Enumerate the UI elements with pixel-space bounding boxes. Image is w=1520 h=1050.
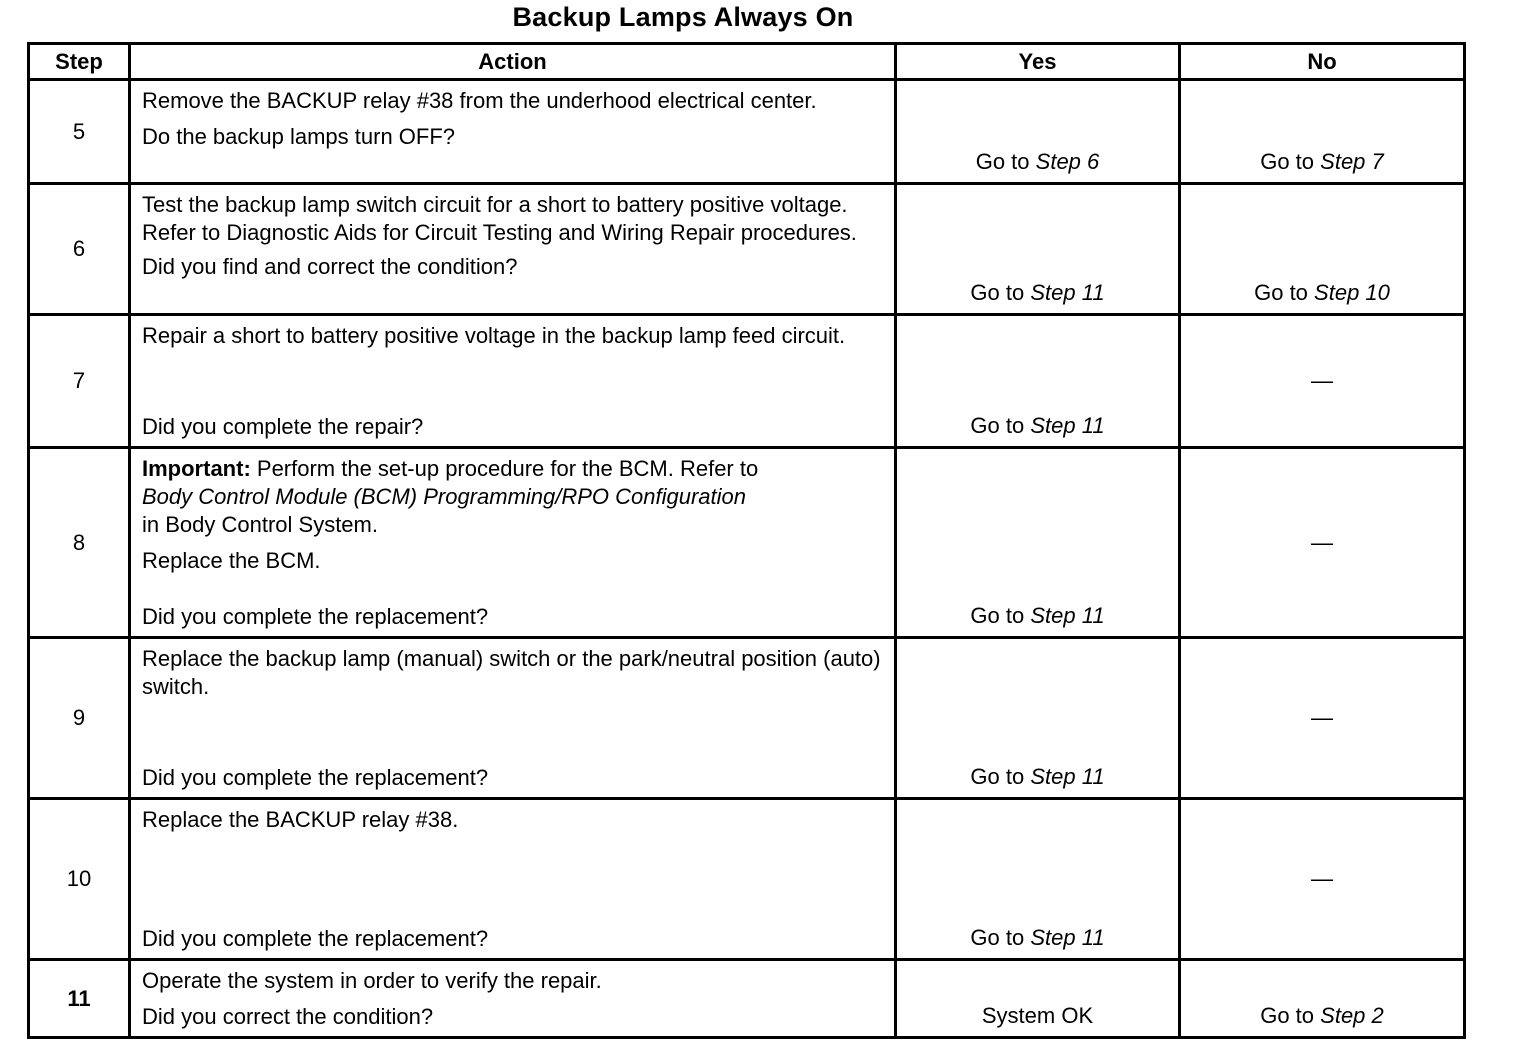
yes-step-link[interactable]: Step 11 xyxy=(1030,603,1105,628)
action-question: Did you find and correct the condition? xyxy=(142,254,518,279)
table-row xyxy=(29,960,1465,1038)
yes-prefix: Go to xyxy=(970,603,1025,628)
action-text: Repair a short to battery positive voltage in the backup lamp feed circuit. xyxy=(142,323,846,348)
step-number: 6 xyxy=(29,184,130,315)
table-row xyxy=(29,184,1465,315)
action-question: Do the backup lamps turn OFF? xyxy=(142,124,456,149)
no-cell xyxy=(1180,799,1465,960)
yes-cell xyxy=(896,448,1180,638)
yes-prefix: Go to xyxy=(970,764,1025,789)
yes-prefix: Go to xyxy=(970,280,1025,305)
action-text: Test the backup lamp switch circuit for a short to battery positive voltage. Refer to Diagnostic Aids for Circuit Testing and Wiring Repair procedures. xyxy=(142,192,857,245)
table-row xyxy=(29,638,1465,799)
header-row xyxy=(29,44,1465,80)
action-question: Did you complete the repair? xyxy=(142,414,424,439)
yes-cell xyxy=(896,80,1180,184)
no-cell xyxy=(1180,315,1465,448)
header-action: Action xyxy=(130,44,896,80)
table-row xyxy=(29,80,1465,184)
action-cell xyxy=(130,315,896,448)
step-number: 9 xyxy=(29,638,130,799)
step-number: 8 xyxy=(29,448,130,638)
important-note xyxy=(142,455,884,539)
no-step-link[interactable]: Step 2 xyxy=(1320,1003,1384,1028)
table-row xyxy=(29,799,1465,960)
no-cell xyxy=(1180,80,1465,184)
header-yes: Yes xyxy=(896,44,1180,80)
yes-step-link[interactable]: Step 11 xyxy=(1030,925,1105,950)
important-text: Perform the set-up procedure for the BCM. Refer to xyxy=(256,456,759,481)
important-reference: Body Control Module (BCM) Programming/RPO Configuration xyxy=(142,484,747,509)
no-cell xyxy=(1180,960,1465,1038)
action-cell xyxy=(130,80,896,184)
diagnostic-table xyxy=(27,42,1466,1039)
header-no: No xyxy=(1180,44,1465,80)
yes-cell xyxy=(896,184,1180,315)
no-dash: — xyxy=(1311,705,1333,730)
yes-prefix: Go to xyxy=(975,149,1030,174)
yes-step-link[interactable]: Step 11 xyxy=(1030,280,1105,305)
important-label: Important: xyxy=(142,456,251,481)
action-cell xyxy=(130,184,896,315)
no-step-link[interactable]: Step 10 xyxy=(1314,280,1390,305)
yes-cell xyxy=(896,315,1180,448)
yes-cell xyxy=(896,799,1180,960)
action-question: Did you complete the replacement? xyxy=(142,604,489,629)
yes-cell xyxy=(896,638,1180,799)
no-cell xyxy=(1180,184,1465,315)
action-text: Operate the system in order to verify the repair. xyxy=(142,968,602,993)
action-cell xyxy=(130,799,896,960)
action-cell xyxy=(130,638,896,799)
important-tail: in Body Control System. xyxy=(142,512,378,537)
yes-cell xyxy=(896,960,1180,1038)
no-step-link[interactable]: Step 7 xyxy=(1320,149,1384,174)
action-text: Replace the BCM. xyxy=(142,548,321,573)
no-prefix: Go to xyxy=(1254,280,1308,305)
table-row xyxy=(29,315,1465,448)
step-number: 10 xyxy=(29,799,130,960)
step-number: 11 xyxy=(29,960,130,1038)
yes-prefix: Go to xyxy=(970,413,1025,438)
no-cell xyxy=(1180,638,1465,799)
action-text: Replace the BACKUP relay #38. xyxy=(142,807,459,832)
page-title: Backup Lamps Always On xyxy=(512,2,854,32)
action-cell xyxy=(130,448,896,638)
action-question: Did you correct the condition? xyxy=(142,1004,434,1029)
header-step: Step xyxy=(29,44,130,80)
no-cell xyxy=(1180,448,1465,638)
action-question: Did you complete the replacement? xyxy=(142,926,489,951)
no-dash: — xyxy=(1311,368,1333,393)
no-prefix: Go to xyxy=(1260,149,1315,174)
no-dash: — xyxy=(1311,866,1333,891)
action-cell xyxy=(130,960,896,1038)
table-row xyxy=(29,448,1465,638)
step-number: 7 xyxy=(29,315,130,448)
action-text: Remove the BACKUP relay #38 from the underhood electrical center. xyxy=(142,88,817,113)
step-number: 5 xyxy=(29,80,130,184)
yes-step-link[interactable]: Step 6 xyxy=(1035,149,1100,174)
yes-result: System OK xyxy=(981,1003,1094,1028)
yes-step-link[interactable]: Step 11 xyxy=(1030,413,1105,438)
action-text: Replace the backup lamp (manual) switch or the park/neutral position (auto) switch. xyxy=(142,646,881,699)
no-prefix: Go to xyxy=(1260,1003,1315,1028)
yes-prefix: Go to xyxy=(970,925,1025,950)
yes-step-link[interactable]: Step 11 xyxy=(1030,764,1105,789)
no-dash: — xyxy=(1311,529,1333,555)
action-question: Did you complete the replacement? xyxy=(142,765,489,790)
